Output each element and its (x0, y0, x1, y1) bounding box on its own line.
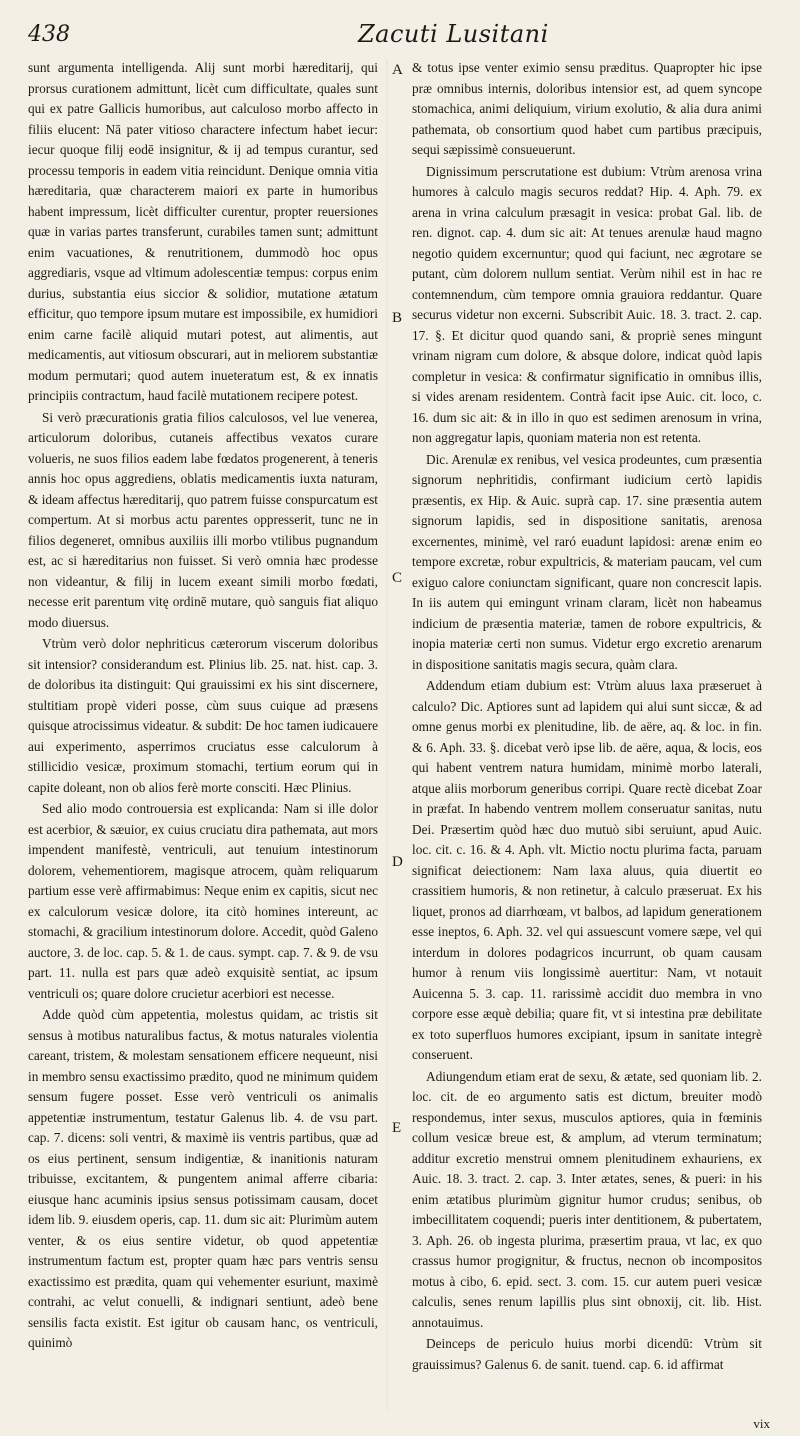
paragraph: Deinceps de periculo huius morbi dicendū: Vtrùm sit grauissimus? Galenus 6. de sanit. tuend. cap. 6. id affirmat (412, 1336, 762, 1372)
margin-letter-b: B (392, 310, 403, 326)
paragraph: sunt argumenta intelligenda. Alij sunt morbi hæreditarij, qui prorsus curationem admittunt, licèt cum difficultate, quales sunt qui ex patre Gallicis humoribus, aut calculoso morbo affecto in filiis elucent: Nā pater vitioso charactere infectum habet iecur: iecur quoque filij eodē insignitur, & ij ad tempus curantur, sed processu temporis in eadem vitia reincidunt. Denique omnia vitia hæreditaria, quæ characterem maiori ex parte in humoribus habent impressum, licèt difficulter curentur, propter reuersiones quæ in varias partes transferunt, curabiles tamen sunt; admittunt enim vacuationes, & renutritionem, dummodò hoc opus aggrediaris, vsque ad vltimum adolescentiæ tempus: corpus enim durius, substantia eius siccior & solidior, mutatione ætatum efficitur, quo tempore ipsum mutare est impossibile, ex humidiori enim carne facilè aliquid mutari potest, aut alimentis, aut medicamentis, aut vitiosum obscurari, aut in meliorem substantiæ modum permutari; quod autem inueteratum est, & ex innatis principiis contractum, haud facilè mutationem recipere potest. (28, 60, 378, 403)
paragraph: & totus ipse venter eximio sensu præditus. Quapropter hic ipse præ omnibus internis, doloribus intensior est, ad quem syncope stomachica, animi deliquium, virium exolutio, & alia dura animi pathemata, ob consortium quod habet cum partibus præcipuis, sequi sæpissimè consueuerunt. (412, 60, 762, 157)
margin-letter-a: A (392, 62, 403, 78)
paragraph: Vtrùm verò dolor nephriticus cæterorum viscerum doloribus sit intensior? considerandum est. Plinius lib. 25. nat. hist. cap. 3. de doloribus ita distinguit: Qui grauissimi ex his sint discernere, stultitiam propè videri posse, cùm suus cuique ad præsens quisque atrocissimus videatur. & subdit: De hoc tamen iudicauere aui experimento, asperrimos cruciatus esse calculorum à stillicidio vesicæ, proximum stomachi, tertium eorum qui in capite doleant, non ob alios ferè morte consciti. Hæc Plinius. (28, 636, 378, 795)
paragraph: Adiungendum etiam erat de sexu, & ætate, sed quoniam lib. 2. loc. cit. de eo argumento satis est dictum, breuiter modò respondemus, inter sexus, musculos aptiores, quia in fœminis collum vesicæ breue est, & amplum, ad vterum terminatum; additur excretio menstrui omnem plenitudinem exhauriens, ex Auic. 18. 3. tract. 2. cap. 3. Inter ætates, senes, & pueri: in his enim ætatibus plurimùm gignitur humor crudus; senibus, ob imbecillitatem coquendi; pueris inter dentitionem, & pubertatem, 3. Aph. 26. ob ingesta plurima, præsertim praua, vt lac, ex quo crassus humor progignitur, & fructus, necnon ob incompositos motus à cibo, 6. epid. sect. 3. com. 15. cur autem pueri vesicæ calculis, senes renum lapillis plus sint obnoxij, cit. lib. Hist. annotauimus. (412, 1068, 762, 1330)
paragraph: Addendum etiam dubium est: Vtrùm aluus laxa præseruet à calculo? Dic. Aptiores sunt ad lapidem qui alui sunt siccæ, & ad omne genus morbi ex plenitudine, lib. de aëre, aq. & loc. in fin. & 6. Aph. 33. §. dicebat verò ipse lib. de aëre, aqua, & locis, eos qui habent ventrem natura humidam, minimè morbo laterali, atque aliis morborum generibus corripi. Quare rectè dicebat Zoar in præfat. In habendo ventrem mollem conseruatur sanitas, nutu Dei. Præsertim quòd hæc duo mutuò sibi seruiunt, apud Auic. loc. cit. c. 16. & 4. Aph. vlt. Mictio noctu plurima facta, paruam significat deiectionem: Nam laxa aluus, quia diuertit eo crassitiem humoris, & non retinetur, à calculo præseruat. Ex his liquet, pronos ad diarrhœam, vt balbos, ad lapidum generationem esse ineptos, 6. Aph. 32. vel qui assuescunt vomere sæpe, vel qui interdum in dolores podagricos incurrunt, ob quam causam humor à renum viis longissimè auertitur: Nam, vt notauit Auicenna 5. 3. cap. 11. rarissimè accidit duo membra in vno corpore esse æquè debilia; quare fit, vt si intestina præ debilitate ex toto superfluos humores excipiant, ipsum in sanitate integrè conseruent. (412, 678, 762, 1062)
paragraph: Dignissimum perscrutatione est dubium: Vtrùm arenosa vrina humores à calculo magis securos reddat? Hip. 4. Aph. 79. ex arena in vrina calculum præsagit in vesica: probat Gal. lib. de ren. dignot. cap. 4. dum sic ait: At tenues arenulæ haud magno negotio quidem excernuntur; quod qui faciunt, nec ægrotare se putant, cùm dolorem nullum sentiat. Verùm nihil est in hac re contemnendum, cùm tempore omnia grauiora reddantur. Quare securus videtur non excerni. Subscribit Auic. 18. 3. tract. 2. cap. 17. §. Et dicitur quod quando sani, & propriè senes mingunt vrinam nigram cum dolore, & absque dolore, indicat quòd lapis completur in vesica: & confirmatur significatio in omnibus illis, si vides arenam residentem. Contrà facit ipse Auic. cit. loco, c. 16. dum sic ait: & in illo in quo est sedimen arenosum in vrina, non aggregatur lapis, quoniam materia non est retenta. (412, 163, 762, 445)
running-title: Zacuti Lusitani (358, 20, 549, 48)
paragraph: Si verò præcurationis gratia filios calculosos, vel lue venerea, articulorum doloribus, cutaneis affectibus vexatos curare volueris, ne suos filios eadem labe fœdatos progenerent, à teneris annis hoc opus aggrediens, oblatis medicamentis iuxta naturam, & ideam affectus hæreditarij, quo patrem fuisse conspurcatum est compertum. At si morbus actu parentes oppresserit, tunc ne in filios degeneret, omnibus auxiliis illi morbo vtilibus pugnandum est, ac si hæreditarius non fuisset. Si verò omnia hæc prodesse non videantur, & filij in lucem exeant simili morbo fœdati, necesse erit parentum vitę ordinē mutare, quò sanguis fiat aliquo modo diuersus. (28, 409, 378, 630)
margin-letters (390, 58, 410, 1420)
margin-letter-d: D (392, 854, 403, 870)
margin-letter-c: C (392, 570, 403, 586)
left-column (28, 58, 378, 1420)
column-gutter (386, 60, 388, 1410)
paragraph: Dic. Arenulæ ex renibus, vel vesica prodeuntes, cum præsentia signorum nephritidis, confirmant iudicium certò lapidis præsentis, ex Hip. & Auic. suprà cap. 17. sine præsentia autem signorum lapidis, sed in dispositione sanitatis, arenosa excernentes, minimè, vel raró euadunt lapidosi: arenæ enim eo tempore excretæ, robur expultricis, & materiam paucam, vel cum exiguo calore coniunctam significant, quare non concrescit lapis. In iis autem qui emingunt vrinam claram, licèt non habeamus indicium de præsentia materiæ, tamen de robore expultricis, & inopia materiæ certi non sumus. Videtur ergo excretio arenarum in dispositione sanitatis magis secura, quàm clara. (412, 451, 762, 672)
margin-letter-e: E (392, 1120, 402, 1136)
paragraph: Sed alio modo controuersia est explicanda: Nam si ille dolor est acerbior, & sæuior, ex cuius cruciatu dira pathemata, aut mors impendent manifestè, ventriculi, aut tenuium intestinorum dolorem, vehementiorem, magisque atrocem, quàm reliquarum partium esse verè affirmabimus: Neque enim ex capitis, sicut nec ex calculorum vesicæ dolore, ita citò homines intereunt, ac stomachi, & gracilium intestinorum dolore. Accedit, quòd Galeno auctore, 3. de loc. cap. 5. & 1. de caus. sympt. cap. 7. & 9. de vsu part. 11. nulla est pars quæ adeò exquisitè sentiat, ac ipsum ventriculi os; quare dolore crucietur acerbiori est necesse. (28, 801, 378, 1001)
catchword: vix (753, 1416, 770, 1431)
right-column (412, 58, 762, 1420)
page-number: 438 (28, 22, 70, 47)
paragraph: Adde quòd cùm appetentia, molestus quidam, ac tristis sit sensus à motibus naturalibus factus, & motus naturales violentia careant, tristem, & molestam sensationem efficere nequeunt, nisi in membro sensu exactissimo prædito, quod ne minimum quidem sensum fugere posset. Esse verò ventriculi os animalis appetentiæ instrumentum, testatur Galenus lib. 4. de vsu part. cap. 7. dicens: soli ventri, & maximè iis ventris partibus, quæ ad os eius pertinent, sensum indigentiæ, & inanitionis naturam tribuisse, excitantem, & pungentem animal afferre cibaria: eiusque hanc acuminis ipsius sensus potissimam causam, docet idem lib. 9. eiusdem operis, cap. 11. dum sic ait: Plurimùm autem venter, & os eius sentire videtur, ob quod appetentiæ instrumentum factum est, propter quam hæc pars ventris sensu exactissimo est prædita, quam qui vehementer esuriunt, maximè contrahi, ac velut conuelli, & indignari sentiunt, adeò bene sensilis facta existit. Est igitur ob causam hanc, os ventriculi, quinimò (28, 1007, 378, 1350)
page-header (28, 14, 772, 54)
